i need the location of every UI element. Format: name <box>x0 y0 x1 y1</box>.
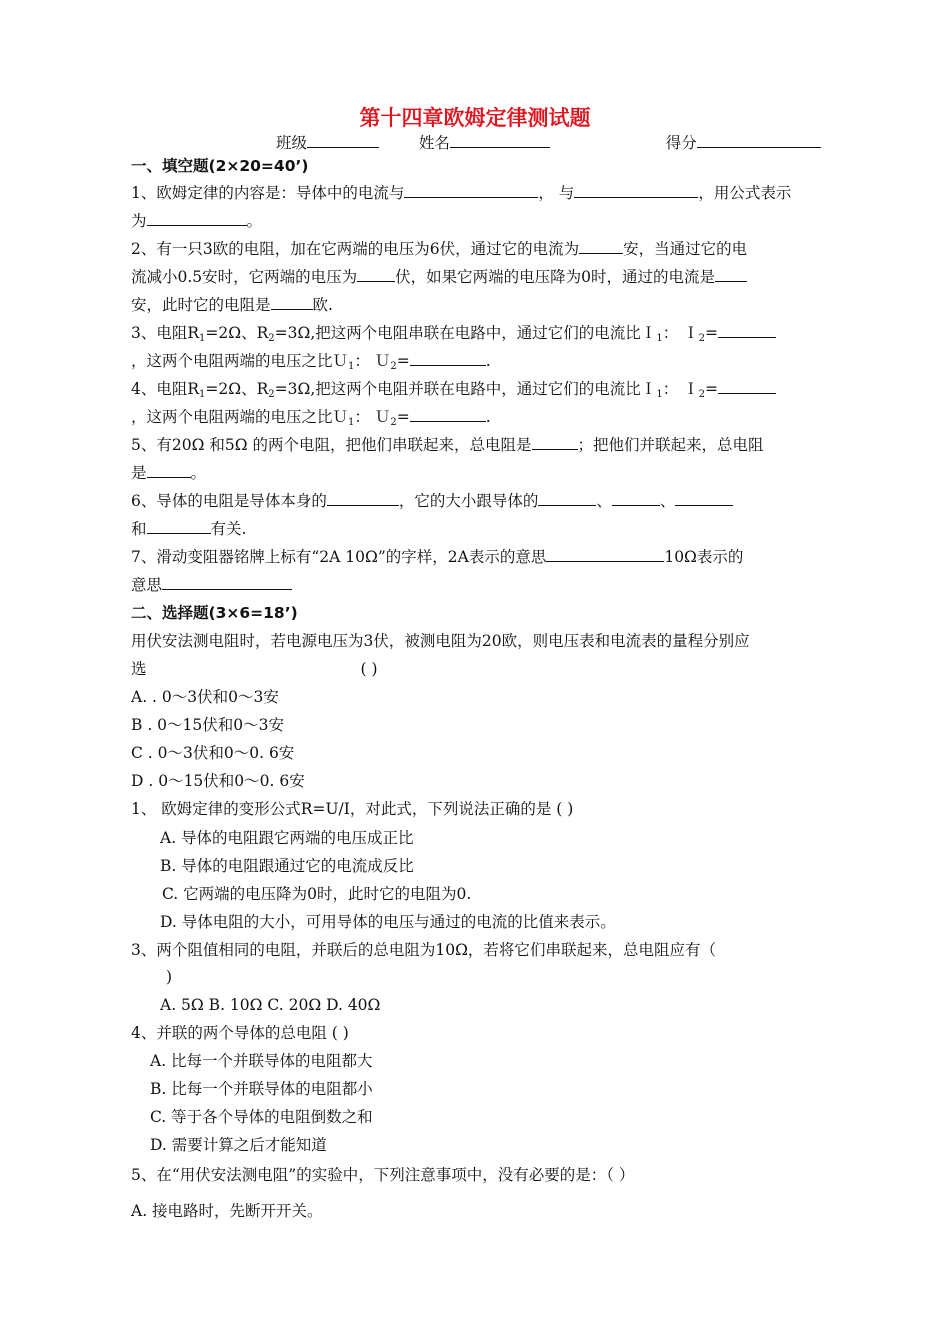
q1-blank-2[interactable] <box>574 182 698 198</box>
mc1-option-d[interactable]: D. 导体电阻的大小，可用导体的电压与通过的电流的比值来表示。 <box>160 913 616 931</box>
mc5-option-a[interactable]: A. 接电路时，先断开开关。 <box>131 1202 323 1220</box>
q4-blank-1[interactable] <box>718 378 776 394</box>
q2-text-c: 流减小0.5安时，它两端的电压为 <box>131 268 358 286</box>
q3-text-g: ： Ｕ <box>354 352 391 370</box>
q5-text-b: ；把他们并联起来，总电阻 <box>577 436 764 454</box>
class-label: 班级 <box>276 134 308 152</box>
subscript: 2 <box>698 389 705 400</box>
subscript: 1 <box>348 361 355 372</box>
q5-text-c: 是 <box>131 464 147 482</box>
mc4-option-a[interactable]: A. 比每一个并联导体的电阻都大 <box>150 1052 373 1070</box>
q2-line1 <box>131 238 747 260</box>
q6-blank-4[interactable] <box>675 490 733 506</box>
q2-blank-4[interactable] <box>271 294 313 310</box>
q4-text-e: = <box>705 380 718 398</box>
mc1-question: 1、 欧姆定律的变形公式R=U/I，对此式，下列说法正确的是 ( ) <box>131 800 574 818</box>
subscript: 2 <box>268 389 275 400</box>
q2-line2 <box>131 266 747 288</box>
q4-text-c: =3Ω,把这两个电阻并联在电路中，通过它们的电流比Ｉ <box>274 380 657 398</box>
mc4-option-d[interactable]: D. 需要计算之后才能知道 <box>150 1136 327 1154</box>
q4-line2 <box>131 406 491 434</box>
section1-heading: 一、填空题(2×20=40’) <box>131 157 309 175</box>
q7-text-b: 10Ω表示的 <box>664 548 744 566</box>
q7-text-c: 意思 <box>131 576 163 594</box>
q2-blank-2[interactable] <box>357 266 395 282</box>
q2-text-b: 安，当通过它的电 <box>623 240 748 258</box>
mc1-option-b[interactable]: B. 导体的电阻跟通过它的电流成反比 <box>160 857 414 875</box>
exam-title: 第十四章欧姆定律测试题 <box>359 106 591 130</box>
q1-line2 <box>131 210 262 232</box>
q5-blank-1[interactable] <box>532 434 578 450</box>
q4-text-f: ，这两个电阻两端的电压之比Ｕ <box>131 408 349 426</box>
q1-blank-3[interactable] <box>147 210 247 226</box>
subscript: 1 <box>656 333 663 344</box>
subscript: 1 <box>199 389 206 400</box>
q5-blank-2[interactable] <box>147 462 191 478</box>
subscript: 1 <box>348 417 355 428</box>
q3-blank-1[interactable] <box>718 322 776 338</box>
mc0-question-line1: 用伏安法测电阻时，若电源电压为3伏，被测电阻为20欧，则电压表和电流表的量程分别应 <box>131 632 750 650</box>
mc4-question: 4、并联的两个导体的总电阻 ( ) <box>131 1024 349 1042</box>
q1-text-e: 。 <box>246 212 263 230</box>
q2-text-f: 欧. <box>312 296 333 314</box>
q4-blank-2[interactable] <box>410 406 486 422</box>
q6-line2 <box>131 518 246 540</box>
q3-text: 3、电阻R <box>131 324 200 342</box>
q7-line2 <box>131 574 292 596</box>
q6-blank-1[interactable] <box>327 490 399 506</box>
q2-text-d: 伏，如果它两端的电压降为0时，通过的电流是 <box>395 268 716 286</box>
mc0-question-line2 <box>131 658 378 680</box>
q1-text-c: ，用公式表示 <box>698 184 792 202</box>
mc0-text-b: 选 <box>131 660 147 678</box>
subscript: 1 <box>656 389 663 400</box>
q6-text-f: 有关. <box>210 520 247 538</box>
mc3-question-line1: 3、两个阻值相同的电阻，并联后的总电阻为10Ω，若将它们串联起来，总电阻应有（ <box>131 941 716 959</box>
name-blank[interactable] <box>450 132 550 148</box>
mc1-option-c[interactable]: C. 它两端的电压降为0时，此时它的电阻为0. <box>162 885 472 903</box>
mc0-option-b[interactable]: B . 0～15伏和0～3安 <box>131 716 284 734</box>
q3-text-d: ： Ｉ <box>662 324 699 342</box>
q5-text: 5、有20Ω 和5Ω 的两个电阻，把他们串联起来，总电阻是 <box>131 436 532 454</box>
mc0-option-c[interactable]: C . 0～3伏和0～0. 6安 <box>131 744 295 762</box>
q6-text: 6、导体的电阻是导体本身的 <box>131 492 327 510</box>
mc0-answer-paren[interactable]: ( ) <box>360 660 378 678</box>
header-fields <box>276 132 821 154</box>
mc0-option-d[interactable]: D . 0～15伏和0～0. 6安 <box>131 772 305 790</box>
q3-blank-2[interactable] <box>410 350 486 366</box>
q7-line1 <box>131 546 743 568</box>
subscript: 2 <box>390 361 397 372</box>
q1-text: 1、欧姆定律的内容是：导体中的电流与 <box>131 184 405 202</box>
mc4-option-b[interactable]: B. 比每一个并联导体的电阻都小 <box>150 1080 373 1098</box>
q6-text-c: 、 <box>596 492 612 510</box>
q5-line2 <box>131 462 206 484</box>
q7-blank-2[interactable] <box>162 574 292 590</box>
q6-text-b: ，它的大小跟导体的 <box>398 492 539 510</box>
q4-text-i: . <box>485 408 491 426</box>
class-blank[interactable] <box>307 132 379 148</box>
q6-text-d: 、 <box>659 492 676 510</box>
q2-blank-3[interactable] <box>715 266 747 282</box>
score-label: 得分 <box>665 134 697 152</box>
q3-line1 <box>131 322 776 350</box>
section2-heading: 二、选择题(3×6=18’) <box>131 604 298 622</box>
q3-text-b: =2Ω、R <box>205 324 269 342</box>
subscript: 2 <box>698 333 705 344</box>
q6-text-e: 和 <box>131 520 147 538</box>
q6-blank-3[interactable] <box>612 490 660 506</box>
subscript: 2 <box>390 417 397 428</box>
q1-blank-1[interactable] <box>404 182 538 198</box>
q5-text-d: 。 <box>190 464 207 482</box>
q3-text-e: = <box>705 324 718 342</box>
q2-blank-1[interactable] <box>579 238 623 254</box>
q6-line1 <box>131 490 733 512</box>
q2-line3 <box>131 294 333 316</box>
q3-text-f: ，这两个电阻两端的电压之比Ｕ <box>131 352 349 370</box>
mc3-options[interactable]: A. 5Ω B. 10Ω C. 20Ω D. 40Ω <box>160 996 381 1014</box>
q3-text-h: = <box>396 352 410 370</box>
q2-text: 2、有一只3欧的电阻，加在它两端的电压为6伏，通过它的电流为 <box>131 240 580 258</box>
q2-text-e: 安，此时它的电阻是 <box>131 296 271 314</box>
q6-blank-2[interactable] <box>538 490 596 506</box>
q4-text-b: =2Ω、R <box>205 380 269 398</box>
name-label: 姓名 <box>418 134 450 152</box>
q7-text: 7、滑动变阻器铭牌上标有“2A 10Ω”的字样，2A表示的意思 <box>131 548 547 566</box>
q4-line1 <box>131 378 776 406</box>
subscript: 2 <box>268 333 275 344</box>
mc5-question: 5、在“用伏安法测电阻”的实验中，下列注意事项中，没有必要的是：（ ） <box>131 1166 635 1184</box>
q1-text-b: ， 与 <box>538 184 575 202</box>
q3-line2 <box>131 350 491 378</box>
mc3-question-line2: ) <box>166 968 173 986</box>
q4-text-h: = <box>396 408 410 426</box>
q4-text-d: ： Ｉ <box>662 380 699 398</box>
q7-blank-1[interactable] <box>546 546 664 562</box>
q1-text-d: 为 <box>131 212 147 230</box>
score-blank[interactable] <box>697 132 821 148</box>
q5-line1 <box>131 434 764 456</box>
subscript: 1 <box>199 333 206 344</box>
q1-line1 <box>131 182 791 204</box>
mc0-option-a[interactable]: A. . 0～3伏和0～3安 <box>131 688 279 706</box>
q6-blank-5[interactable] <box>147 518 211 534</box>
q3-text-c: =3Ω,把这两个电阻串联在电路中，通过它们的电流比Ｉ <box>274 324 657 342</box>
q4-text: 4、电阻R <box>131 380 200 398</box>
q3-text-i: . <box>485 352 491 370</box>
mc4-option-c[interactable]: C. 等于各个导体的电阻倒数之和 <box>150 1108 373 1126</box>
mc1-option-a[interactable]: A. 导体的电阻跟它两端的电压成正比 <box>160 829 414 847</box>
q4-text-g: ： Ｕ <box>354 408 391 426</box>
